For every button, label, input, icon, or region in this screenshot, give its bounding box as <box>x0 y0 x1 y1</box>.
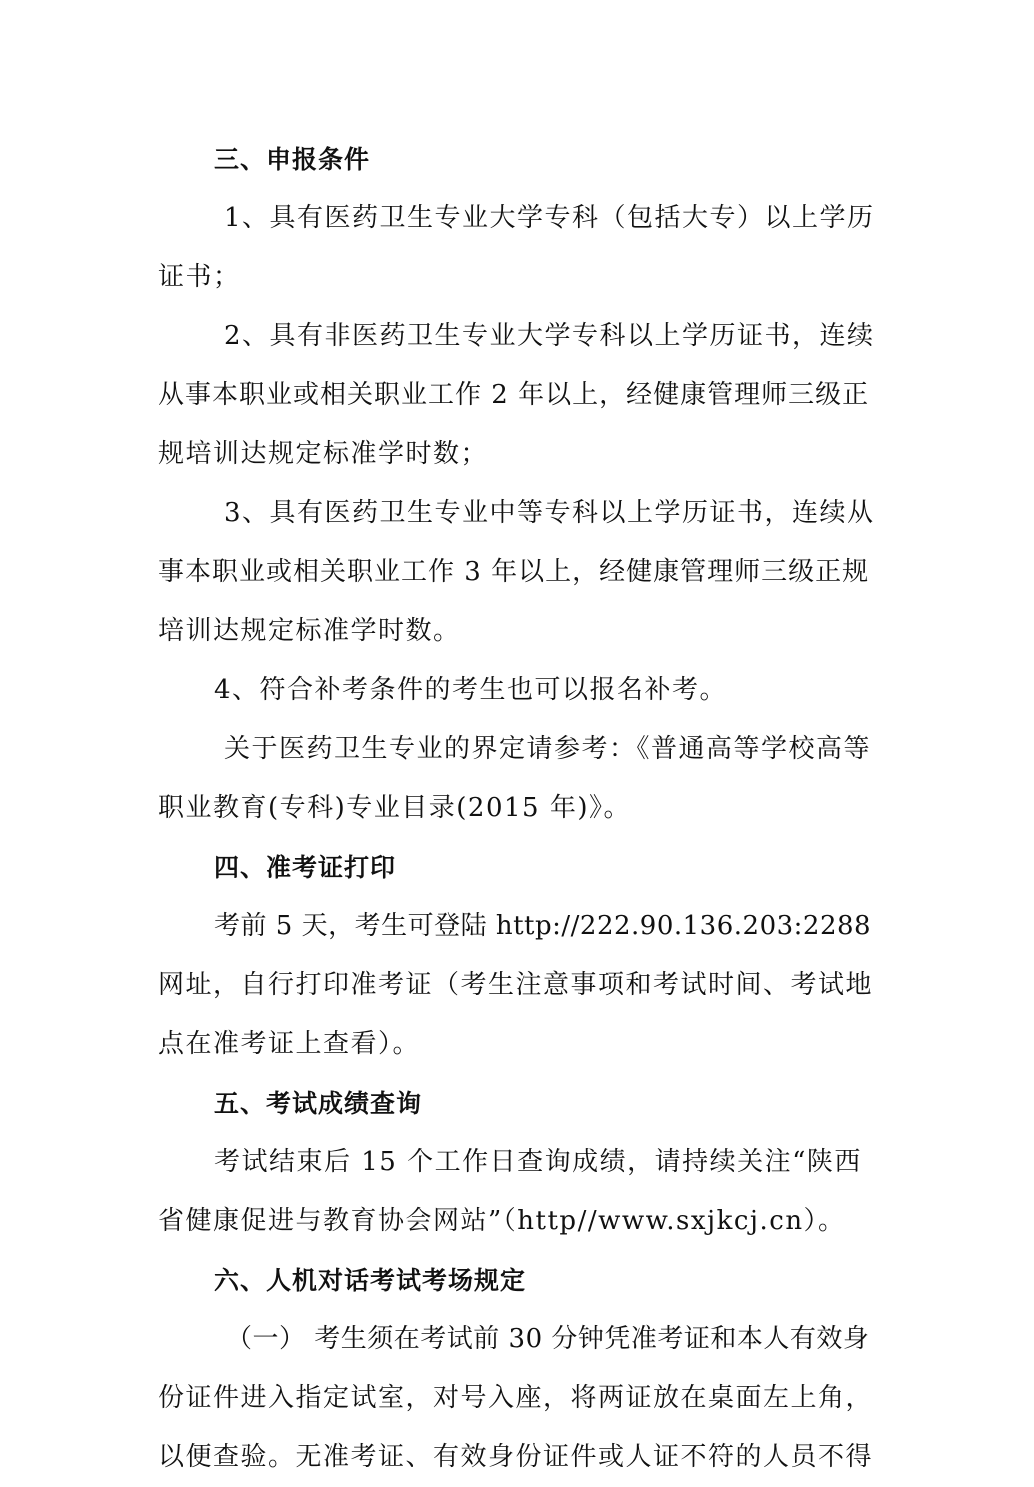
paragraph-line: 点在准考证上查看）。 <box>158 1029 421 1059</box>
paragraph-line: 以便查验。无准考证、有效身份证件或人证不符的人员不得 <box>158 1442 874 1472</box>
paragraph-line: 培训达规定标准学时数。 <box>158 616 461 646</box>
paragraph-line: 关于医药卫生专业的界定请参考：《普通高等学校高等 <box>224 734 872 764</box>
paragraph-line: 规培训达规定标准学时数； <box>158 439 489 469</box>
paragraph-line: 份证件进入指定试室，对号入座，将两证放在桌面左上角， <box>158 1383 874 1413</box>
paragraph-line: 职业教育(专科)专业目录(2015 年)》。 <box>158 793 632 823</box>
paragraph-line: 1、具有医药卫生专业大学专科（包括大专）以上学历 <box>224 203 875 233</box>
paragraph-line: 考试结束后 15 个工作日查询成绩，请持续关注“陕西 <box>214 1147 862 1177</box>
section-heading-application-conditions: 三、申报条件 <box>214 145 371 174</box>
paragraph-line: 事本职业或相关职业工作 3 年以上，经健康管理师三级正规 <box>158 557 870 587</box>
paragraph-line: 证书； <box>158 262 241 292</box>
section-heading-score-query: 五、考试成绩查询 <box>214 1089 423 1118</box>
section-heading-admission-ticket: 四、准考证打印 <box>214 853 397 882</box>
section-heading-exam-rules: 六、人机对话考试考场规定 <box>214 1266 527 1295</box>
paragraph-line: 考前 5 天，考生可登陆 http://222.90.136.203:2288 <box>214 911 872 941</box>
paragraph-line: 从事本职业或相关职业工作 2 年以上，经健康管理师三级正 <box>158 380 870 410</box>
paragraph-line: 3、具有医药卫生专业中等专科以上学历证书，连续从 <box>224 498 875 528</box>
paragraph-line: 省健康促进与教育协会网站”（http//www.sxjkcj.cn）。 <box>158 1206 846 1236</box>
paragraph-line: 4、符合补考条件的考生也可以报名补考。 <box>214 675 728 705</box>
document-body <box>158 130 878 1487</box>
paragraph-line: （一） 考生须在考试前 30 分钟凭准考证和本人有效身 <box>226 1324 870 1354</box>
paragraph-line: 2、具有非医药卫生专业大学专科以上学历证书，连续 <box>224 321 875 351</box>
paragraph-line: 网址，自行打印准考证（考生注意事项和考试时间、考试地 <box>158 970 874 1000</box>
